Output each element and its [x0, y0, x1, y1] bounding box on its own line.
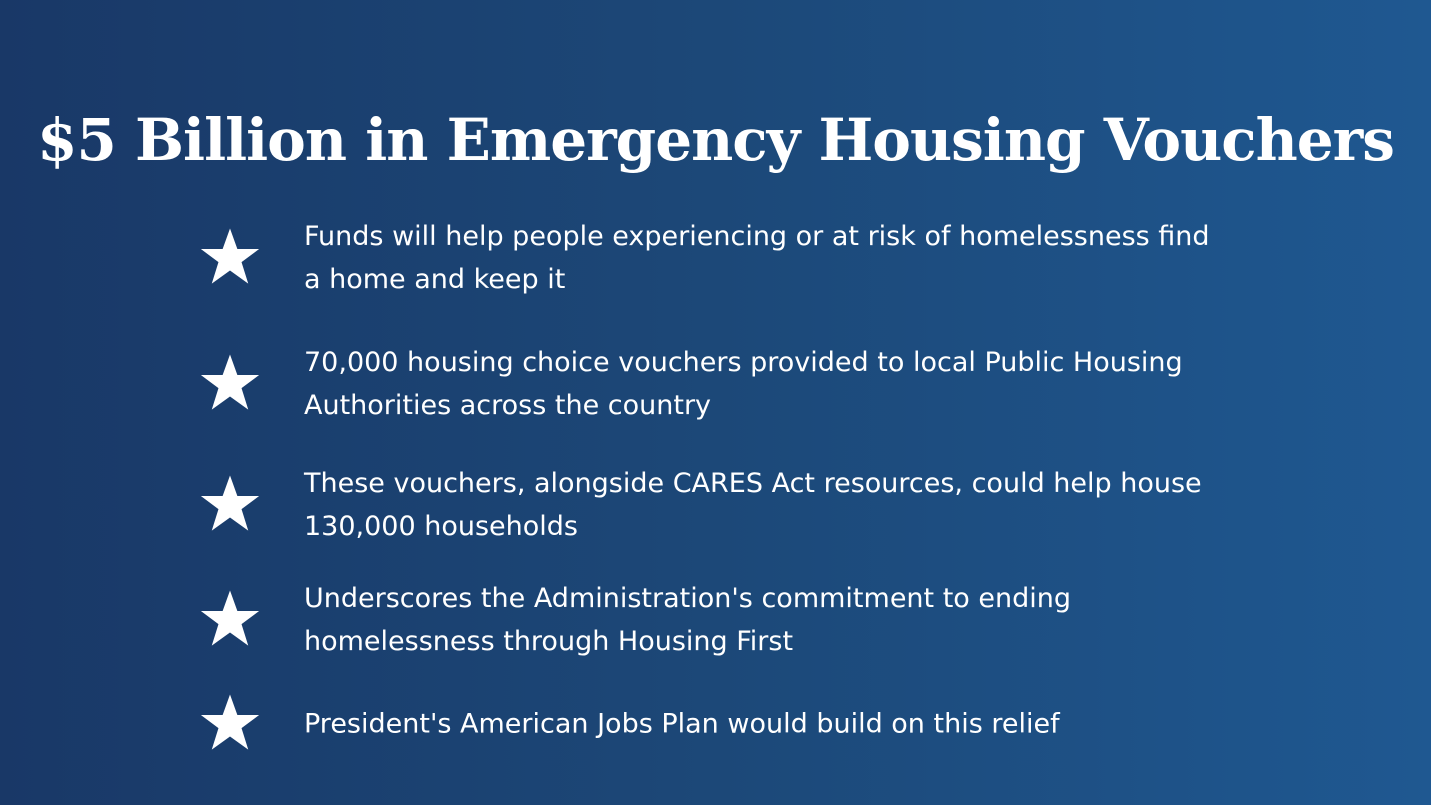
bullet-text: Underscores the Administration's commitment to ending homelessness through Housing First [304, 583, 1072, 657]
bullet-text: 70,000 housing choice vouchers provided to local Public Housing Authorities across the country [304, 347, 1183, 421]
star-icon [198, 473, 262, 537]
star-icon [198, 226, 262, 290]
bullet-text: These vouchers, alongside CARES Act resources, could help house 130,000 households [304, 468, 1202, 542]
bullet-item [198, 575, 1238, 665]
bullet-item [198, 679, 1238, 769]
star-icon [198, 692, 262, 756]
bullet-text: Funds will help people experiencing or at risk of homelessness find a home and keep it [304, 221, 1210, 295]
bullet-item [198, 339, 1238, 429]
bullet-item [198, 460, 1238, 550]
bullet-text: President's American Jobs Plan would build on this relief [304, 708, 1060, 740]
star-icon [198, 588, 262, 652]
slide-title: $5 Billion in Emergency Housing Vouchers [37, 106, 1394, 174]
star-icon [198, 352, 262, 416]
bullet-item [198, 213, 1238, 303]
